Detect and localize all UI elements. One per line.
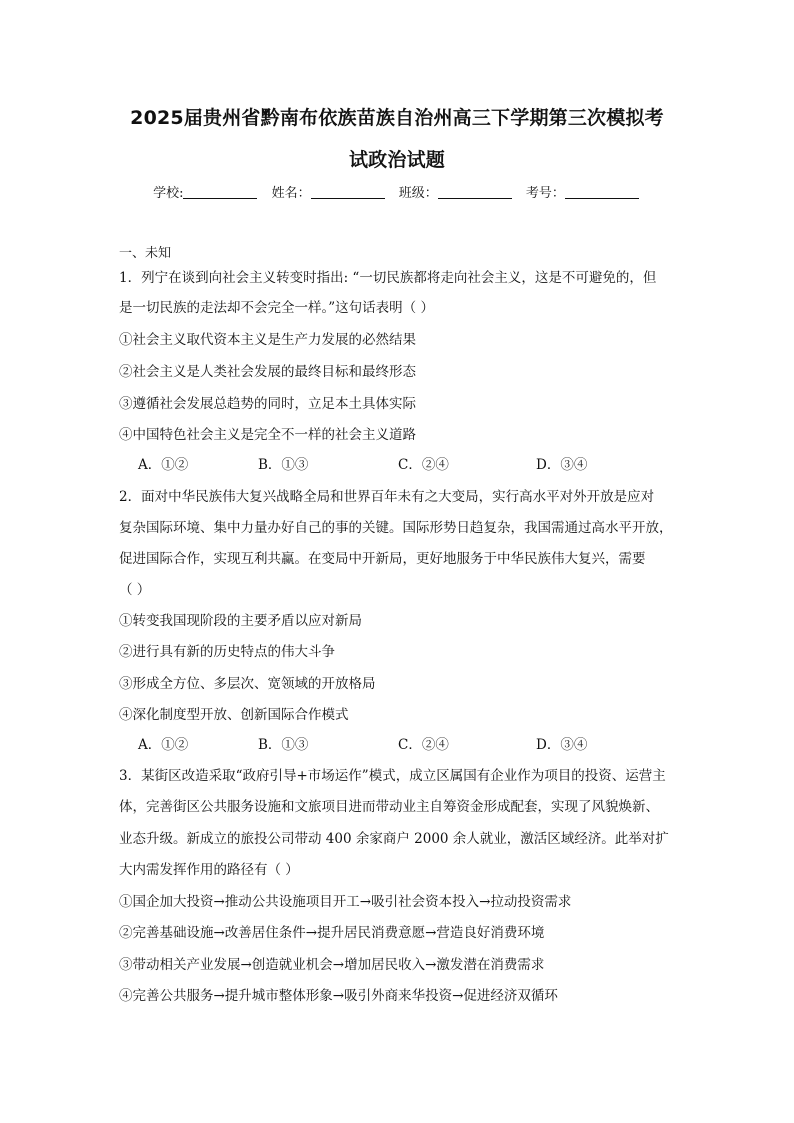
school-blank	[183, 186, 257, 199]
question-1-stem-line-1: 1．列宁在谈到向社会主义转变时指出: “一切民族都将走向社会主义，这是不可避免的，但	[119, 270, 657, 286]
question-3-stem-line-2: 体，完善街区公共服务设施和文旅项目进而带动业主自筹资金形成配套，实现了风貌焕新、	[119, 799, 659, 815]
exam-number-blank	[565, 186, 639, 199]
question-3-stem-line-3: 业态升级。新成立的旅投公司带动 400 余家商户 2000 余人就业，激活区域经济。此举对扩	[119, 831, 669, 847]
question-2-item-3: ③形成全方位、多层次、宽领域的开放格局	[119, 676, 376, 692]
question-2-options	[138, 735, 587, 755]
section-heading: 一、未知	[119, 246, 172, 261]
question-2-item-2: ②进行具有新的历史特点的伟大斗争	[119, 644, 335, 660]
question-3-item-1: ①国企加大投资→推动公共设施项目开工→吸引社会资本投入→拉动投资需求	[119, 894, 572, 910]
student-info-row	[0, 182, 794, 201]
question-2-option-a[interactable]: A．①②	[138, 737, 189, 753]
question-1-option-a[interactable]: A．①②	[138, 457, 189, 473]
class-label: 班级：	[398, 186, 438, 201]
question-2-option-d[interactable]: D．③④	[536, 737, 588, 753]
question-1-option-b[interactable]: B．①③	[258, 457, 309, 473]
question-2-stem-line-3: 促进国际合作，实现互利共赢。在变局中开新局，更好地服务于中华民族伟大复兴，需要	[119, 551, 646, 567]
question-1-options	[138, 455, 587, 475]
question-3-item-4: ④完善公共服务→提升城市整体形象→吸引外商来华投资→促进经济双循环	[119, 988, 558, 1004]
question-1-option-d[interactable]: D．③④	[536, 457, 588, 473]
question-3-stem-line-4: 大内需发挥作用的路径有（ ）	[119, 862, 299, 878]
school-label: 学校:	[153, 186, 184, 201]
question-1-item-3: ③遵循社会发展总趋势的同时，立足本土具体实际	[119, 396, 416, 412]
question-1-option-c[interactable]: C．②④	[398, 457, 449, 473]
question-1-item-2: ②社会主义是人类社会发展的最终目标和最终形态	[119, 364, 416, 380]
question-2-item-1: ①转变我国现阶段的主要矛盾以应对新局	[119, 613, 362, 629]
page-title-line-1: 2025届贵州省黔南布依族苗族自治州高三下学期第三次模拟考	[130, 107, 664, 129]
question-2-stem-line-2: 复杂国际环境、集中力量办好自己的事的关键。国际形势日趋复杂，我国需通过高水平开放，	[119, 520, 673, 536]
question-2-item-4: ④深化制度型开放、创新国际合作模式	[119, 707, 349, 723]
question-1-stem-line-2: 是一切民族的走法却不会完全一样。”这句话表明（ ）	[119, 300, 434, 316]
name-blank	[311, 186, 385, 199]
question-2-option-c[interactable]: C．②④	[398, 737, 449, 753]
question-2-stem-line-4: （ ）	[119, 582, 151, 598]
question-1-item-1: ①社会主义取代资本主义是生产力发展的必然结果	[119, 332, 416, 348]
question-3-item-2: ②完善基础设施→改善居住条件→提升居民消费意愿→营造良好消费环境	[119, 925, 545, 941]
page-title-line-2: 试政治试题	[348, 149, 445, 171]
class-blank	[438, 186, 512, 199]
question-2-option-b[interactable]: B．①③	[258, 737, 309, 753]
name-label: 姓名：	[271, 186, 311, 201]
question-3-stem-line-1: 3．某街区改造采取“政府引导+市场运作”模式，成立区属国有企业作为项目的投资、运营主	[119, 768, 666, 784]
question-3-item-3: ③带动相关产业发展→创造就业机会→增加居民收入→激发潜在消费需求	[119, 957, 545, 973]
question-2-stem-line-1: 2．面对中华民族伟大复兴战略全局和世界百年未有之大变局，实行高水平对外开放是应对	[119, 489, 655, 505]
question-1-item-4: ④中国特色社会主义是完全不一样的社会主义道路	[119, 427, 416, 443]
exam-number-label: 考号：	[525, 186, 565, 201]
